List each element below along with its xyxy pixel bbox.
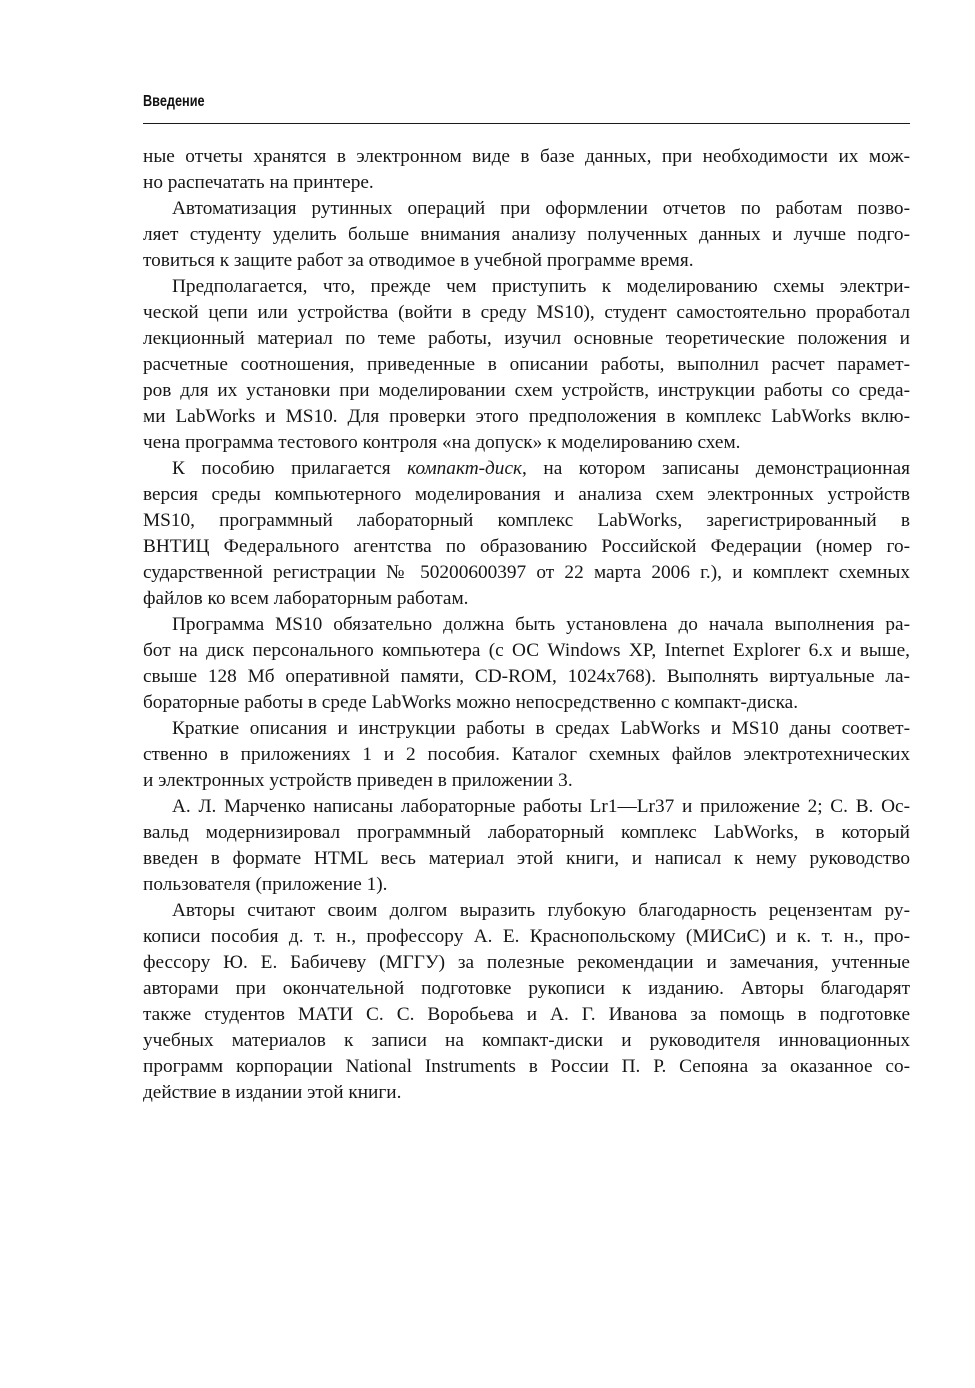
- text-line: сударственной регистрации № 50200600397 от 22 марта 2006 г.), и комплект схемных: [143, 562, 910, 583]
- text-line: действие в издании этой книги.: [143, 1082, 402, 1103]
- header-rule: [143, 123, 910, 124]
- text-line: фессору Ю. Е. Бабичеву (МГГУ) за полезные рекомендации и замечания, учтенные: [143, 952, 910, 973]
- paragraph: [143, 144, 910, 196]
- text-line: ляет студенту уделить больше внимания анализу полученных данных и лучше подго-: [143, 224, 910, 245]
- text-line: бораторные работы в среде LabWorks можно непосредственно с компакт-диска.: [143, 692, 799, 713]
- text-line: учебных материалов к записи на компакт-диски и руководителя инновационных: [143, 1030, 910, 1051]
- paragraph: [143, 794, 910, 898]
- text-line: ные отчеты хранятся в электронном виде в базе данных, при необходимости их мож-: [143, 146, 910, 167]
- text-line: ВНТИЦ Федерального агентства по образованию Российской Федерации (номер го-: [143, 536, 910, 557]
- paragraph: [143, 196, 910, 274]
- text-run: К пособию прилагается: [172, 458, 408, 479]
- text-line: версия среды компьютерного моделирования и анализа схем электронных устройств: [143, 484, 910, 505]
- text-line: MS10, программный лабораторный комплекс LabWorks, зарегистрированный в: [143, 510, 910, 531]
- text-line: ми LabWorks и MS10. Для проверки этого предположения в комплекс LabWorks вклю-: [143, 406, 910, 427]
- text-line: но распечатать на принтере.: [143, 172, 374, 193]
- text-line: [143, 456, 910, 482]
- text-line: расчетные соотношения, приведенные в описании работы, выполнил расчет парамет-: [143, 354, 910, 375]
- text-line: файлов ко всем лабораторным работам.: [143, 588, 469, 609]
- text-line: лекционный материал по теме работы, изучил основные теоретические положения и: [143, 328, 910, 349]
- paragraph: [143, 274, 910, 456]
- text-line: ров для их установки при моделировании схем устройств, инструкции работы со среда-: [143, 380, 910, 401]
- text-line: товиться к защите работ за отводимое в учебной программе время.: [143, 250, 694, 271]
- text-line: Автоматизация рутинных операций при оформлении отчетов по работам позво-: [172, 198, 910, 219]
- italic-term: компакт-диск: [407, 458, 523, 479]
- text-line: А. Л. Марченко написаны лабораторные работы Lr1—Lr37 и приложение 2; С. В. Ос-: [172, 796, 910, 817]
- text-line: свыше 128 Мб оперативной памяти, CD-ROM, 1024x768). Выполнять виртуальные ла-: [143, 666, 910, 687]
- text-line: чена программа тестового контроля «на допуск» к моделированию схем.: [143, 432, 741, 453]
- paragraph: [143, 612, 910, 716]
- text-line: пользователя (приложение 1).: [143, 874, 388, 895]
- text-line: авторами при окончательной подготовке рукописи к изданию. Авторы благодарят: [143, 978, 910, 999]
- paragraph: [143, 456, 910, 612]
- text-line: Краткие описания и инструкции работы в средах LabWorks и MS10 даны соответ-: [172, 718, 910, 739]
- text-line: введен в формате HTML весь материал этой книги, и написал к нему руководство: [143, 848, 910, 869]
- text-line: Предполагается, что, прежде чем приступить к моделированию схемы электри-: [172, 276, 910, 297]
- paragraph: [143, 716, 910, 794]
- text-line: ческой цепи или устройства (войти в среду MS10), студент самостоятельно проработал: [143, 302, 910, 323]
- text-line: вальд модернизировал программный лабораторный комплекс LabWorks, в который: [143, 822, 910, 843]
- text-line: кописи пособия д. т. н., профессору А. Е. Краснопольскому (МИСиС) и к. т. н., про-: [143, 926, 910, 947]
- body-text: [143, 144, 910, 1106]
- text-line: Программа MS10 обязательно должна быть установлена до начала выполнения ра-: [172, 614, 910, 635]
- text-line: бот на диск персонального компьютера (с ОС Windows XP, Internet Explorer 6.x и выше,: [143, 640, 910, 661]
- text-run: , на котором записаны демонстрационная: [522, 458, 910, 479]
- text-line: программ корпорации National Instruments в России П. Р. Сепояна за оказанное со-: [143, 1056, 910, 1077]
- running-head-title: Введение: [143, 93, 205, 110]
- text-line: ственно в приложениях 1 и 2 пособия. Каталог схемных файлов электротехнических: [143, 744, 910, 765]
- text-line: и электронных устройств приведен в приложении 3.: [143, 770, 573, 791]
- paragraph: [143, 898, 910, 1106]
- text-line: Авторы считают своим долгом выразить глубокую благодарность рецензентам ру-: [172, 900, 910, 921]
- text-line: также студентов МАТИ С. С. Воробьева и А. Г. Иванова за помощь в подготовке: [143, 1004, 910, 1025]
